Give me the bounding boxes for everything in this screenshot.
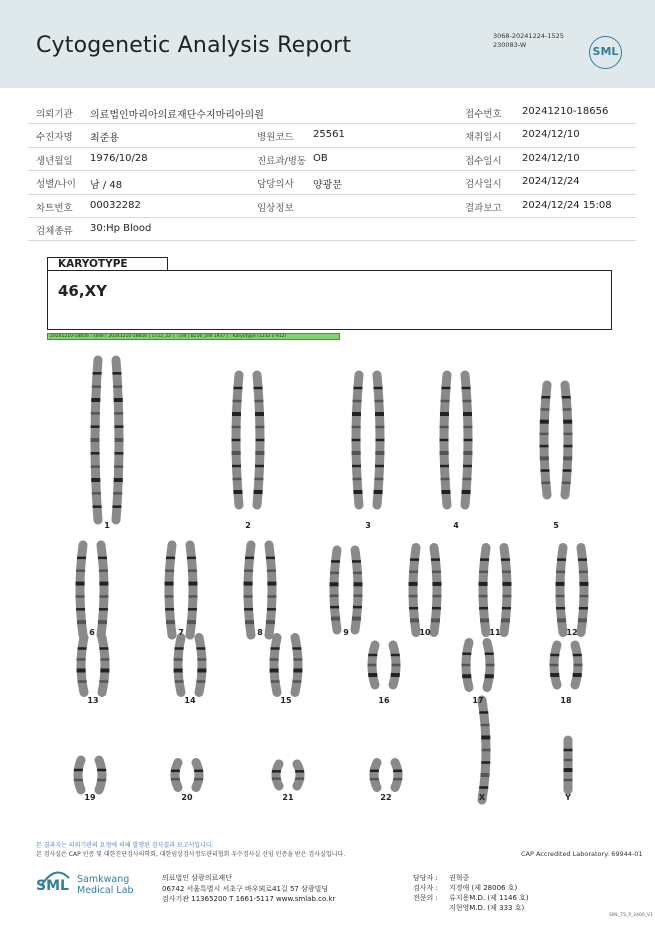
- chromosome-pair: [479, 700, 490, 800]
- report-header: [0, 0, 655, 88]
- document-code: 3068-20241224-1525 230083-W: [493, 32, 564, 49]
- chromosome-pair: [409, 548, 442, 633]
- karyotype-value: 46,XY: [58, 282, 107, 300]
- info-row: [28, 148, 636, 171]
- form-version: SML_TS_P_2400_V1: [609, 913, 653, 918]
- chromosome-label: 8: [257, 628, 263, 637]
- chromosome-label: 16: [378, 696, 390, 705]
- chromosome-pair: [330, 550, 363, 630]
- info-label: 검체종류: [36, 225, 73, 237]
- info-label: 수진자명: [36, 132, 73, 144]
- karyogram-image: [0, 345, 655, 815]
- chromosome-label: 2: [245, 521, 251, 530]
- chromosome-pair: [479, 548, 512, 633]
- chromosome-pair: [368, 645, 401, 685]
- info-label: 차트번호: [36, 202, 73, 214]
- staff-signatures: 담당자 : 권혁중 검사자 : 지경애 (제 28006 호) 전문의 : 류지용M.D. (제 1146 호) 지현영M.D. (제 333 호): [413, 874, 529, 912]
- info-label: 임상정보: [257, 202, 294, 214]
- footer-notes: 본 결과지는 의뢰기관의 요청에 의해 발행된 검사결과 보고서입니다. 본 검사실은 CAP 인증 및 대한진단검사의학회, 대한임상검사정도관리협회 우수검사실 신임 인증을 받은 검사실입니다.: [36, 842, 346, 858]
- chromosome-label: 17: [472, 696, 484, 705]
- chromosome-pair: [244, 545, 277, 635]
- chromosome-pair: [550, 645, 583, 685]
- info-value: 25561: [313, 129, 345, 141]
- chromosome-pair: [462, 643, 495, 688]
- chromosome-pair: [76, 545, 109, 635]
- info-row: [28, 124, 636, 147]
- info-value: 2024/12/24: [522, 176, 580, 188]
- chromosome-pair: [91, 360, 124, 520]
- chromosome-pair: [74, 760, 106, 790]
- info-value: 00032282: [90, 199, 141, 211]
- chromosome-label: 11: [489, 628, 501, 637]
- info-row: [28, 171, 636, 194]
- report-title: Cytogenetic Analysis Report: [36, 33, 352, 58]
- chromosome-pair: [232, 375, 265, 505]
- chromosome-label: 22: [380, 793, 392, 802]
- info-value: 20241210-18656: [522, 106, 609, 117]
- chromosome-label: 20: [181, 793, 193, 802]
- karyotype-result-box: [47, 270, 612, 330]
- slide-metadata-bar: 20241210-18656 : slide [ 20241210-18656 | 1722_22 ] : cell [ 8250_cell 1937 ] : Karyotype (1232 x 912): [47, 333, 340, 340]
- info-value: 2024/12/10: [522, 152, 580, 164]
- karyotype-label: KARYOTYPE: [47, 257, 168, 271]
- info-value: 2024/12/10: [522, 129, 580, 141]
- sml-logo: SML: [589, 36, 622, 69]
- info-value: 1976/10/28: [90, 152, 148, 164]
- info-label: 접수일시: [465, 155, 502, 167]
- info-label: 진료과/병동: [257, 155, 307, 167]
- info-value: 30:Hp Blood: [90, 222, 152, 234]
- chromosome-pair: [171, 763, 203, 788]
- lab-address: 의료법인 삼광의료재단 06742 서울특별시 서초구 바우뫼로41길 57 삼광빌딩 검사기관 11365200 T 1661-5117 www.smlab.co.kr: [162, 874, 336, 903]
- patient-info-table: [28, 101, 636, 241]
- info-value: OB: [313, 152, 328, 164]
- sml-logo-text: SML: [36, 878, 69, 894]
- chromosome-label: Y: [565, 793, 571, 802]
- chromosome-label: 4: [453, 521, 459, 530]
- info-label: 담당의사: [257, 179, 294, 191]
- info-label: 성별/나이: [36, 179, 76, 191]
- chromosome-label: 15: [280, 696, 292, 705]
- chromosome-label: 12: [566, 628, 578, 637]
- chromosome-label: 14: [184, 696, 196, 705]
- chromosome-label: 3: [365, 521, 371, 530]
- info-value: 최준용: [90, 133, 119, 145]
- info-row: [28, 101, 636, 124]
- chromosome-label: 13: [87, 696, 99, 705]
- chromosome-pair: [440, 375, 473, 505]
- chromosome-label: 10: [419, 628, 431, 637]
- info-value: 의료법인마리아의료재단수지마리아의원: [90, 110, 264, 121]
- info-value: 2024/12/24 15:08: [522, 199, 612, 211]
- company-name: Samkwang Medical Lab: [77, 874, 134, 896]
- chromosome-label: 18: [560, 696, 572, 705]
- chromosome-pair: [272, 764, 304, 786]
- info-label: 채취일시: [465, 132, 502, 144]
- chromosome-label: 5: [553, 521, 559, 530]
- chromosome-pair: [564, 740, 573, 790]
- info-row: [28, 218, 636, 241]
- cap-accreditation: CAP Accredited Laboratory. 69944-01: [521, 850, 643, 858]
- chromosome-pair: [270, 638, 303, 693]
- chromosome-pair: [540, 385, 573, 495]
- chromosome-pair: [174, 638, 207, 693]
- info-label: 생년월일: [36, 155, 73, 167]
- chromosome-label: X: [478, 793, 486, 802]
- chromosome-label: 19: [84, 793, 96, 802]
- chromosome-label: 6: [89, 628, 95, 637]
- chromosome-label: 7: [178, 628, 184, 637]
- info-label: 검사일시: [465, 179, 502, 191]
- info-row: [28, 195, 636, 218]
- info-label: 병원코드: [257, 132, 294, 144]
- chromosome-pair: [77, 638, 110, 693]
- info-value: 남 / 48: [90, 180, 123, 192]
- info-label: 결과보고: [465, 202, 502, 214]
- chromosome-label: 1: [104, 521, 110, 530]
- chromosome-pair: [370, 763, 402, 788]
- info-label: 의뢰기관: [36, 109, 73, 120]
- chromosome-label: 21: [282, 793, 294, 802]
- chromosome-pair: [165, 545, 198, 635]
- chromosome-pair: [556, 548, 589, 633]
- chromosome-label: 9: [343, 628, 349, 637]
- info-label: 접수번호: [465, 109, 502, 120]
- info-value: 양광문: [313, 180, 342, 192]
- chromosome-pair: [352, 375, 385, 505]
